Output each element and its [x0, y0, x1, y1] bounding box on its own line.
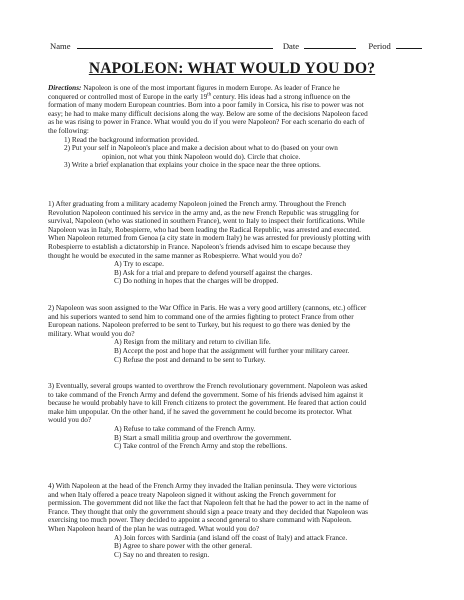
scenario-line: to take command of the French Army and defend the government. Some of his friends advised him against it	[48, 390, 364, 399]
scenario-line: 2) Napoleon was soon assigned to the War Office in Paris. He was a very good artillery (cannons, etc.) officer	[48, 304, 367, 312]
choice-option[interactable]: A) Refuse to take command of the French Army.	[114, 424, 256, 433]
scenario-line: When Napoleon returned from Genoa (a city state in modern Italy) he was arrested for previously plotting with	[48, 234, 371, 243]
scenario-line: survival, Napoleon (who was stationed in southern France), went to Italy to inspect their fortifications. While	[48, 217, 365, 226]
period-label: Period	[368, 41, 391, 51]
date-label: Date	[282, 41, 300, 51]
scenario-line: European nations. Napoleon preferred to be sent to Turkey, but his request to go there was denied by the	[48, 321, 351, 330]
direction-step: 3) Write a brief explanation that explains your choice in the space near the three options.	[64, 161, 321, 170]
period-field[interactable]	[396, 40, 422, 49]
choice-option[interactable]: C) Say no and threaten to resign.	[114, 550, 210, 559]
choice-option[interactable]: B) Agree to share power with the other general.	[114, 542, 252, 551]
scenario-line: military. What would you do?	[48, 329, 135, 338]
direction-step: 2) Put your self in Napoleon's place and make a decision about what to do (based on your own	[64, 144, 338, 153]
name-label: Name	[50, 41, 71, 51]
directions-line: as he was rising to power in France. What would you do if you were Napoleon? For each scenario do each of	[48, 118, 365, 127]
choice-option[interactable]: C) Refuse the post and demand to be sent to Turkey.	[114, 355, 266, 364]
choice-option[interactable]: A) Join forces with Sardinia (and island off the coast of Italy) and attack France.	[114, 533, 348, 542]
date-field[interactable]	[304, 40, 356, 49]
choice-option[interactable]: C) Take control of the French Army and stop the rebellions.	[114, 442, 288, 451]
scenario-line: 1) After graduating from a military academy Napoleon joined the French army. Throughout the French	[48, 200, 346, 208]
scenario-line: France. They thought that only the government should sign a peace treaty and they decided that Napoleon was	[48, 507, 368, 516]
directions-line: conquered or controlled most of Europe in the early 19th century. His ideas had a strong influence on the	[48, 92, 351, 101]
scenario-4	[48, 482, 424, 559]
scenario-line: When Napoleon heard of the plan he was outraged. What would you do?	[48, 524, 260, 533]
directions-line: Directions: Napoleon is one of the most important figures in modern Europe. As leader of France he	[48, 84, 340, 92]
scenario-line: permission. The government did not like the fact that Napoleon felt that he had the power to act in the name of	[48, 499, 369, 508]
scenario-line: make him unpopular. On the other hand, if he saved the government he could become its protector. What	[48, 407, 352, 416]
scenario-line: exercising too much power. They decided to appoint a second general to share command with Napoleon.	[48, 516, 352, 525]
scenario-line: Robespierre to establish a dictatorship in France. Napoleon's friends advised him to escape because they	[48, 242, 351, 251]
scenario-line: because he would probably have to kill French citizens to protect the government. He feared that action could	[48, 399, 367, 408]
choice-option[interactable]: B) Accept the post and hope that the assignment will further your military career.	[114, 346, 350, 355]
student-info-line	[50, 40, 420, 51]
scenario-line: Napoleon was in Italy, Robespierre, who had been leading the Radical Republic, was arrested and executed.	[48, 225, 361, 234]
choice-option[interactable]: B) Start a small militia group and overthrow the government.	[114, 433, 292, 442]
name-field[interactable]	[77, 40, 273, 49]
direction-step: opinion, not what you think Napoleon would do). Circle that choice.	[102, 152, 301, 161]
scenario-line: thought he would be executed in the same manner as Robespierre. What would you do?	[48, 251, 303, 260]
directions-line: the following:	[48, 126, 89, 135]
scenario-3	[48, 382, 424, 451]
scenario-line: and his superiors wanted to send him to command one of the armies fighting to protect France from other	[48, 312, 354, 321]
scenario-line: 3) Eventually, several groups wanted to overthrow the French revolutionary government. Napoleon was asked	[48, 382, 368, 390]
scenario-line: Revolution Napoleon continued his service in the army and, as the new French Republic was struggling for	[48, 208, 360, 217]
scenario-line: and when Italy offered a peace treaty Napoleon signed it without asking the French government for	[48, 490, 336, 499]
scenario-2	[48, 304, 424, 364]
scenario-line: would you do?	[48, 416, 92, 425]
choice-option[interactable]: C) Do nothing in hopes that the charges will be dropped.	[114, 277, 279, 286]
directions-label: Directions:	[48, 84, 82, 92]
choice-option[interactable]: A) Try to escape.	[114, 260, 164, 269]
page-title: NAPOLEON: WHAT WOULD YOU DO?	[88, 60, 376, 77]
scenario-line: 4) With Napoleon at the head of the French Army they invaded the Italian peninsula. They were victorious	[48, 482, 357, 490]
directions-line: easy; he had to make many difficult decisions along the way. Below are some of the decisions Napoleon faced	[48, 109, 368, 118]
directions-line: formation of many modern European countries. Born into a poor family in Corsica, his rise to power was not	[48, 101, 364, 110]
directions-block	[48, 84, 424, 170]
choice-option[interactable]: B) Ask for a trial and prepare to defend yourself against the charges.	[114, 268, 313, 277]
choice-option[interactable]: A) Resign from the military and return to civilian life.	[114, 338, 271, 347]
direction-step: 1) Read the background information provided.	[64, 135, 199, 144]
scenario-1	[48, 200, 424, 286]
